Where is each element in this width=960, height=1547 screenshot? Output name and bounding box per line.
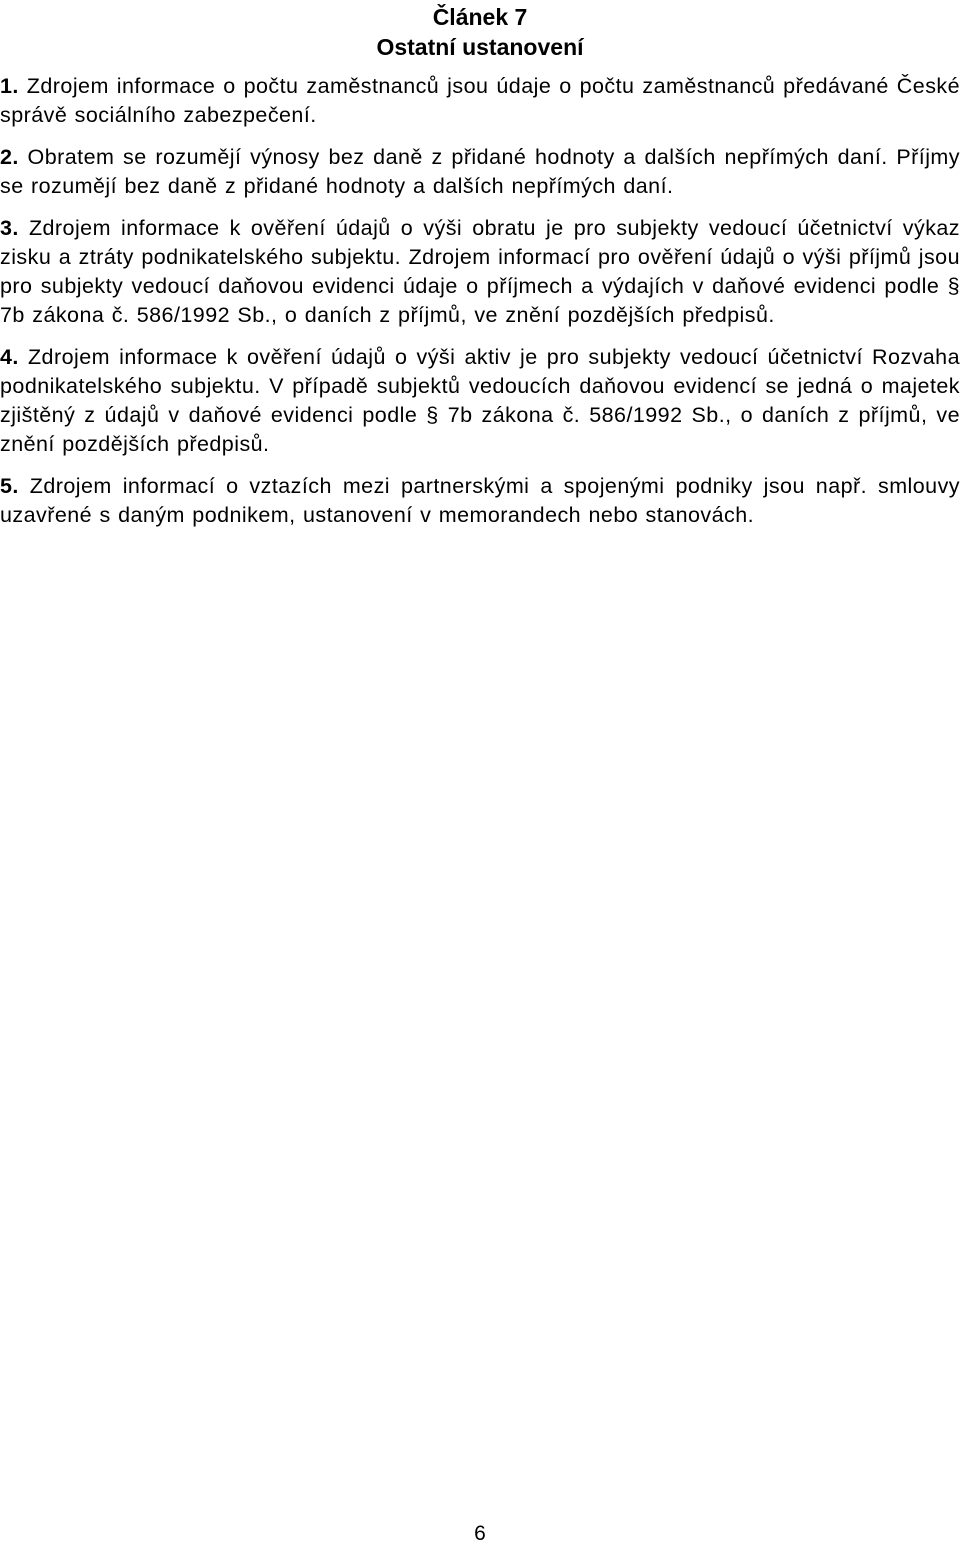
- paragraph-2: [0, 143, 960, 201]
- paragraph-text: Zdrojem informace o počtu zaměstnanců jsou údaje o počtu zaměstnanců předávané České správě sociálního zabezpečení.: [0, 74, 960, 127]
- paragraph-text: Obratem se rozumějí výnosy bez daně z přidané hodnoty a dalších nepřímých daní. Příjmy se rozumějí bez daně z přidané hodnoty a dalších nepřímých daní.: [0, 145, 960, 198]
- paragraph-4: [0, 343, 960, 459]
- article-number: Článek 7: [432, 4, 528, 30]
- paragraph-text: Zdrojem informace k ověření údajů o výši aktiv je pro subjekty vedoucí účetnictví Rozvaha podnikatelského subjektu. V případě subjektů vedoucích daňovou evidencí se jedná o majetek zjištěný z údajů v daňové evidenci podle § 7b zákona č. 586/1992 Sb., o daních z příjmů, ve znění pozdějších předpisů.: [0, 345, 960, 456]
- paragraph-text: Zdrojem informací o vztazích mezi partnerskými a spojenými podniky jsou např. smlouvy uzavřené s daným podnikem, ustanovení v memorandech nebo stanovách.: [0, 474, 960, 527]
- paragraph-text: Zdrojem informace k ověření údajů o výši obratu je pro subjekty vedoucí účetnictví výkaz zisku a ztráty podnikatelského subjektu. Zdrojem informací pro ověření údajů o výši příjmů jsou pro subjekty vedoucí daňovou evidenci údaje o příjmech a výdajích v daňové evidenci podle § 7b zákona č. 586/1992 Sb., o daních z příjmů, ve znění pozdějších předpisů.: [0, 216, 960, 327]
- article-body: [0, 72, 960, 543]
- paragraph-number: 1.: [0, 74, 19, 98]
- paragraph-3: [0, 214, 960, 330]
- paragraph-number: 3.: [0, 216, 19, 240]
- article-title: Ostatní ustanovení: [376, 34, 584, 60]
- paragraph-number: 2.: [0, 145, 19, 169]
- paragraph-number: 4.: [0, 345, 19, 369]
- article-heading: [0, 2, 960, 62]
- page-number: 6: [474, 1522, 486, 1545]
- paragraph-5: [0, 472, 960, 530]
- paragraph-1: [0, 72, 960, 130]
- paragraph-number: 5.: [0, 474, 19, 498]
